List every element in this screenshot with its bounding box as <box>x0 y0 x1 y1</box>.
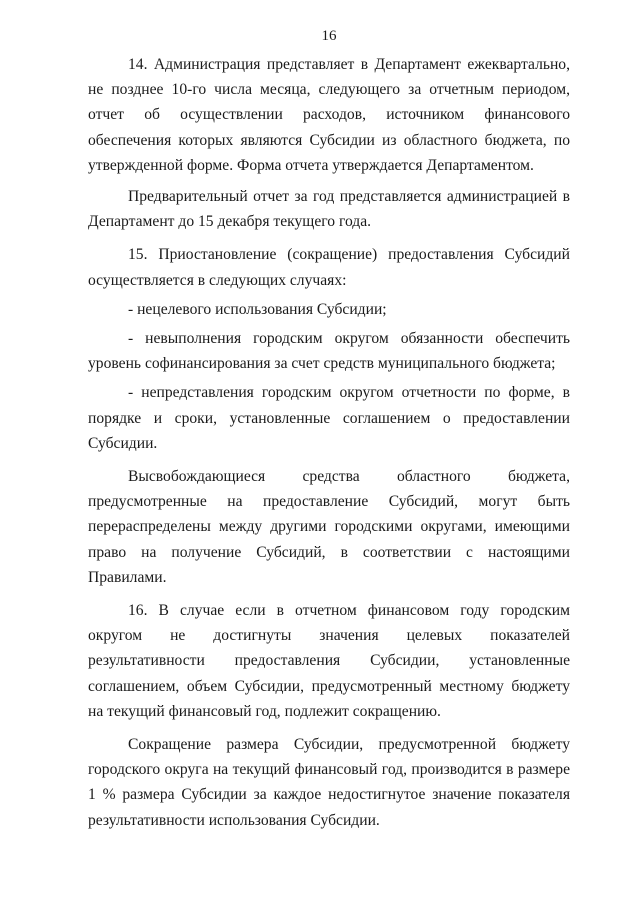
paragraph-15: 15. Приостановление (сокращение) предоставления Субсидий осуществляется в следующих случаях: <box>88 246 570 289</box>
list-item-reporting: - непредставления городским округом отчетности по форме, в порядке и сроки, установленные соглашением о предоставлении Субсидии. <box>88 384 570 452</box>
paragraph-redistribution: Высвобождающиеся средства областного бюджета, предусмотренные на предоставление Субсидий, могут быть перераспределены между другими городскими округами, имеющими право на получение Субсидий, в соответствии с настоящими Правилами. <box>88 468 570 586</box>
page-number: 16 <box>321 28 337 44</box>
paragraph-preliminary-report: Предварительный отчет за год представляется администрацией в Департамент до 15 декабря текущего года. <box>88 188 570 231</box>
paragraph-14: 14. Администрация представляет в Департамент ежеквартально, не позднее 10-го числа месяца, следующего за отчетным периодом, отчет об осуществлении расходов, источником финансового обеспечения которых являются Субсидии из областного бюджета, по утвержденной форме. Форма отчета утверждается Департаментом. <box>88 56 570 174</box>
list-item-misuse: - нецелевого использования Субсидии; <box>128 300 387 318</box>
paragraph-reduction: Сокращение размера Субсидии, предусмотренной бюджету городского округа на текущий финансовый год, производится в размере 1 % размера Субсидии за каждое недостигнутое значение показателя результативности использования Субсидии. <box>88 736 570 829</box>
list-item-cofinancing: - невыполнения городским округом обязанности обеспечить уровень софинансирования за счет средств муниципального бюджета; <box>88 330 570 373</box>
paragraph-16: 16. В случае если в отчетном финансовом году городским округом не достигнуты значения целевых показателей результативности предоставления Субсидии, установленные соглашением, объем Субсидии, предусмотренный местному бюджету на текущий финансовый год, подлежит сокращению. <box>88 602 570 720</box>
